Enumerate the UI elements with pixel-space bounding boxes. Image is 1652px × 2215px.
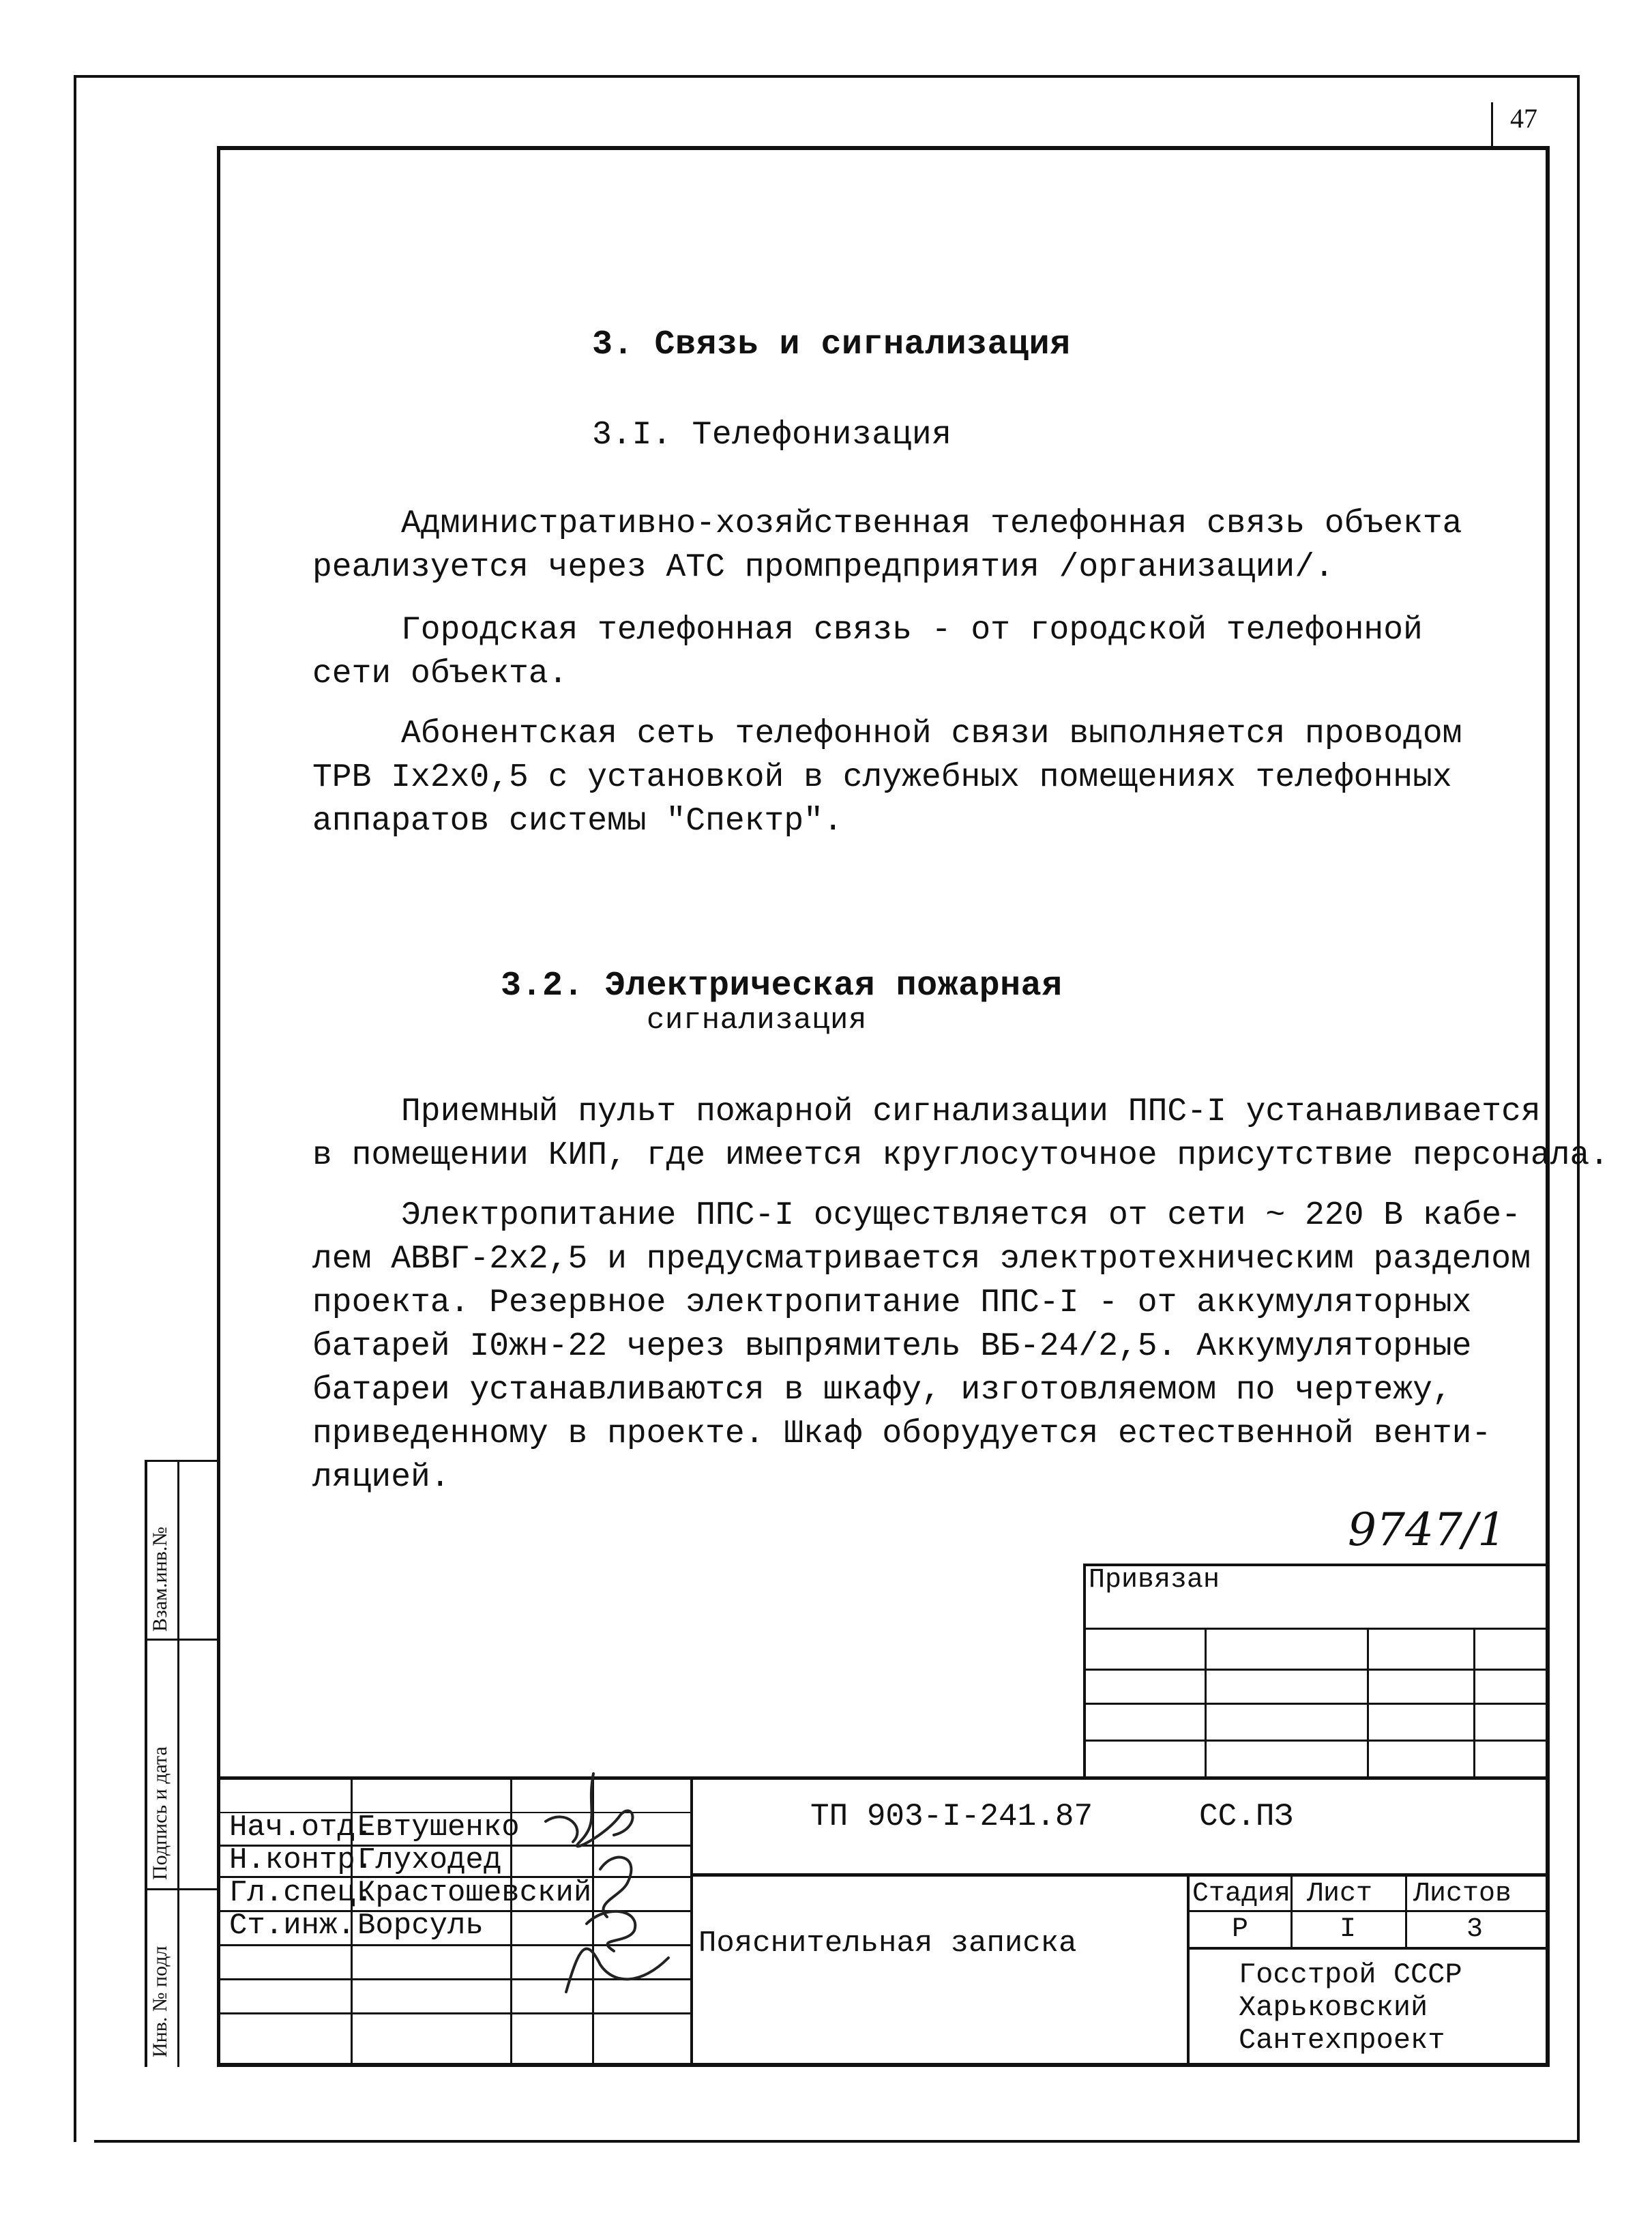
organization-line-1: Госстрой СССР <box>1239 1959 1462 1991</box>
sheets-value: 3 <box>1466 1914 1484 1945</box>
inner-frame-bottom <box>217 2063 1550 2067</box>
inner-frame-top <box>217 146 1550 150</box>
stage-label: Стадия <box>1192 1879 1291 1909</box>
binding-table-left <box>1083 1564 1086 1778</box>
binding-row-2 <box>1083 1669 1548 1671</box>
stage-block-row-2 <box>1187 1947 1550 1950</box>
paragraph-admin-phone: Административно-хозяйственная телефонная связь объекта реализуется через АТС промпредприятия /организации/. <box>312 505 1462 586</box>
paragraph-subscriber-network: Абонентская сеть телефонной связи выполняется проводом ТРВ Iх2х0,5 с установкой в служебных помещениях телефонных аппаратов системы "Спектр". <box>312 716 1462 840</box>
organization-line-2: Харьковский <box>1239 1991 1428 2024</box>
staff-row-7 <box>217 2012 690 2014</box>
stage-block-row-1 <box>1187 1910 1550 1912</box>
subsection-title-telephony: 3.I. Телефонизация <box>592 417 952 454</box>
binding-row-3 <box>1083 1703 1548 1705</box>
staff-role-2: Н.контр. <box>229 1843 374 1877</box>
title-block-top <box>217 1776 1550 1780</box>
staff-name-2: Глуходед <box>357 1843 502 1877</box>
sheet-label: Лист <box>1307 1879 1373 1909</box>
side-column-divider <box>177 1460 179 2067</box>
staff-name-1: Евтушенко <box>357 1810 520 1845</box>
paragraph-fire-panel: Приемный пульт пожарной сигнализации ППС-I устанавливается в помещении КИП, где имеется круглосуточное присутствие персонала. <box>312 1094 1610 1174</box>
stage-value: Р <box>1232 1914 1249 1945</box>
subsection-title-fire-alarm-line2: сигнализация <box>647 1003 867 1038</box>
staff-role-3: Гл.спец. <box>229 1876 374 1910</box>
paragraph-power-supply: Электропитание ППС-I осуществляется от сети ~ 220 В кабе- лем АВВГ-2х2,5 и предусматривается электротехническим разделом проекта. Резервное электропитание ППС-I - от аккумуляторных батарей I0жн-22 через выпрямитель ВБ-24/2,5. Аккумуляторные батареи устанавливаются в шкафу, изготовляемом по чертежу, приведенному в проекте. Шкаф оборудуется естественной венти- ляцией. <box>312 1197 1531 1496</box>
organization-line-3: Сантехпроект <box>1239 2024 1445 2057</box>
side-column-sep-1 <box>145 1639 220 1641</box>
document-code: ТП 903-I-241.87 <box>810 1799 1093 1834</box>
binding-label: Привязан <box>1089 1565 1220 1596</box>
subsection-title-fire-alarm-line1: 3.2. Электрическая пожарная <box>501 967 1063 1006</box>
signatures-drawing <box>505 1767 709 1999</box>
outer-frame-top <box>74 75 1580 78</box>
document-name: Пояснительная записка <box>698 1926 1077 1961</box>
side-label-interchange: Взам.инв.№ <box>149 1526 171 1632</box>
page-number-box-left <box>1491 102 1493 147</box>
handwritten-archive-number: 9747/1 <box>1348 1503 1507 1556</box>
staff-name-3: Крастошевский <box>357 1876 592 1910</box>
sheet-value: I <box>1340 1914 1357 1945</box>
title-block-mid <box>690 1873 1550 1877</box>
paragraph-city-phone: Городская телефонная связь - от городской телефонной сети объекта. <box>312 612 1423 692</box>
binding-col-3 <box>1473 1628 1475 1778</box>
outer-frame-bottom <box>94 2140 1580 2143</box>
stage-block-left <box>1187 1873 1190 2066</box>
stage-block-col-2 <box>1405 1873 1407 1948</box>
side-label-signature-date: Подпись и дата <box>149 1746 171 1880</box>
side-column-sep-2 <box>145 1888 220 1890</box>
staff-name-4: Ворсуль <box>357 1909 484 1943</box>
sheets-label: Листов <box>1413 1879 1512 1909</box>
binding-col-1 <box>1205 1628 1207 1778</box>
stage-block-col-1 <box>1290 1873 1293 1948</box>
binding-row-1 <box>1083 1628 1548 1630</box>
page-number: 47 <box>1510 103 1537 134</box>
outer-frame-left <box>74 75 76 2142</box>
side-column-top <box>145 1460 220 1462</box>
staff-role-4: Ст.инж. <box>229 1909 355 1943</box>
staff-role-1: Нач.отд. <box>229 1810 374 1845</box>
section-title: 3. Связь и сигнализация <box>592 325 1071 364</box>
binding-col-2 <box>1367 1628 1369 1778</box>
side-label-inventory: Инв. № подл <box>149 1946 171 2057</box>
side-column-left <box>145 1460 147 2067</box>
document-suffix: СС.ПЗ <box>1199 1799 1294 1834</box>
binding-row-4 <box>1083 1740 1548 1742</box>
